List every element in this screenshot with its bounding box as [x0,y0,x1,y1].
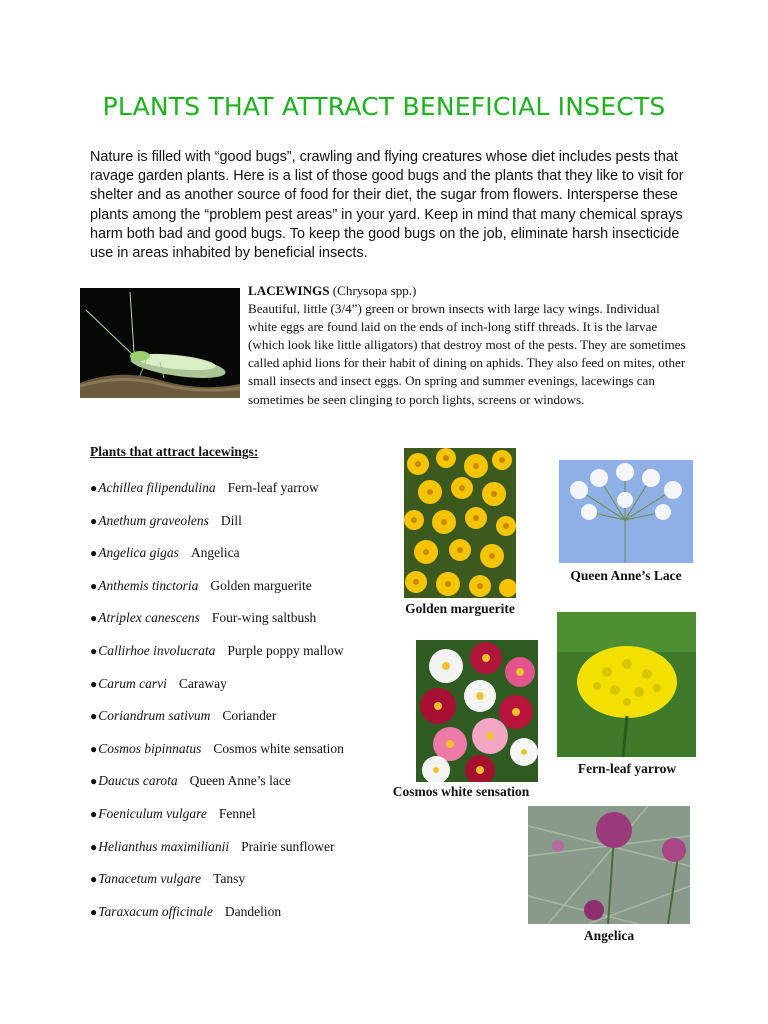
list-item: ●Atriplex canescens Four-wing saltbush [90,610,317,626]
list-item: ●Tanacetum vulgare Tansy [90,871,246,887]
list-item: ●Achillea filipendulina Fern-leaf yarrow [90,480,319,495]
caption-queen-annes-lace: Queen Anne’s Lace [570,568,682,583]
queen-annes-lace-photo [559,460,693,563]
bullet-icon: ● [90,513,98,528]
bullet-icon: ● [90,611,98,626]
bullet-icon: ● [90,774,98,789]
list-item: ●Callirhoe involucrata Purple poppy mallow [90,642,344,658]
caption-angelica: Angelica [583,928,635,943]
angelica-photo [528,806,690,924]
page-title: PLANTS THAT ATTRACT BENEFICIAL INSECTS [102,92,666,121]
bullet-icon: ● [90,806,98,821]
caption-cosmos: Cosmos white sensation [392,784,530,799]
lacewing-scientific: (Chrysopa spp.) [329,283,417,298]
intro-paragraph: Nature is filled with “good bugs”, crawling and flying creatures whose diet includes pests that ravage garden plants. Here is a list of those good bugs and the plants that they like to visit for shelter and as another source of food for their diet, the sugar from flowers. Intersperse these plants among the “problem pest areas” in your yard. Keep in mind that many chemical sprays harm both bad and good bugs. To keep the good bugs on the job, eliminate harsh insecticide use in areas inhabited by beneficial insects. [90,149,684,262]
list-item: ●Foeniculum vulgare Fennel [90,805,256,821]
bullet-icon: ● [90,709,98,724]
list-item: ●Anthemis tinctoria Golden marguerite [90,577,312,593]
lacewing-name: LACEWINGS [248,283,330,298]
bullet-icon: ● [90,872,98,887]
fern-leaf-yarrow-photo [557,612,696,757]
list-item: ●Taraxacum officinale Dandelion [90,903,282,919]
bullet-icon: ● [90,643,98,658]
caption-golden-marguerite: Golden marguerite [405,601,515,616]
lacewing-photo [80,288,240,398]
plant-list [90,480,344,936]
list-item: ●Coriandrum sativum Coriander [90,708,277,724]
bullet-icon: ● [90,839,98,854]
golden-marguerite-photo [404,448,516,598]
cosmos-photo [416,640,538,782]
list-item: ●Daucus carota Queen Anne’s lace [90,773,291,789]
lacewing-description: Beautiful, little (3/4”) green or brown insects with large lacy wings. Individual white eggs are found laid on the ends of inch-long stiff threads. It is the larvae (which look like little alligators) that destroy most of the pests. They are sometimes called aphid lions for their habit of dining on aphids. They also feed on mites, other small insects and insect eggs. On spring and summer evenings, lacewings can sometimes be seen clinging to porch lights, screens or windows. [248,301,686,407]
list-item: ●Anethum graveolens Dill [90,512,242,528]
list-item: ●Angelica gigas Angelica [90,545,240,561]
bullet-icon: ● [90,546,98,561]
list-item: ●Carum carvi Caraway [90,675,227,691]
bullet-icon: ● [90,904,98,919]
bullet-icon: ● [90,481,98,495]
bullet-icon: ● [90,676,98,691]
list-item: ●Helianthus maximilianii Prairie sunflower [90,838,335,854]
lacewing-description-block [248,282,688,409]
caption-fern-leaf-yarrow: Fern-leaf yarrow [577,761,677,776]
bullet-icon: ● [90,741,98,756]
plant-list-title: Plants that attract lacewings: [90,444,259,459]
bullet-icon: ● [90,578,98,593]
list-item: ●Cosmos bipinnatus Cosmos white sensation [90,740,344,756]
